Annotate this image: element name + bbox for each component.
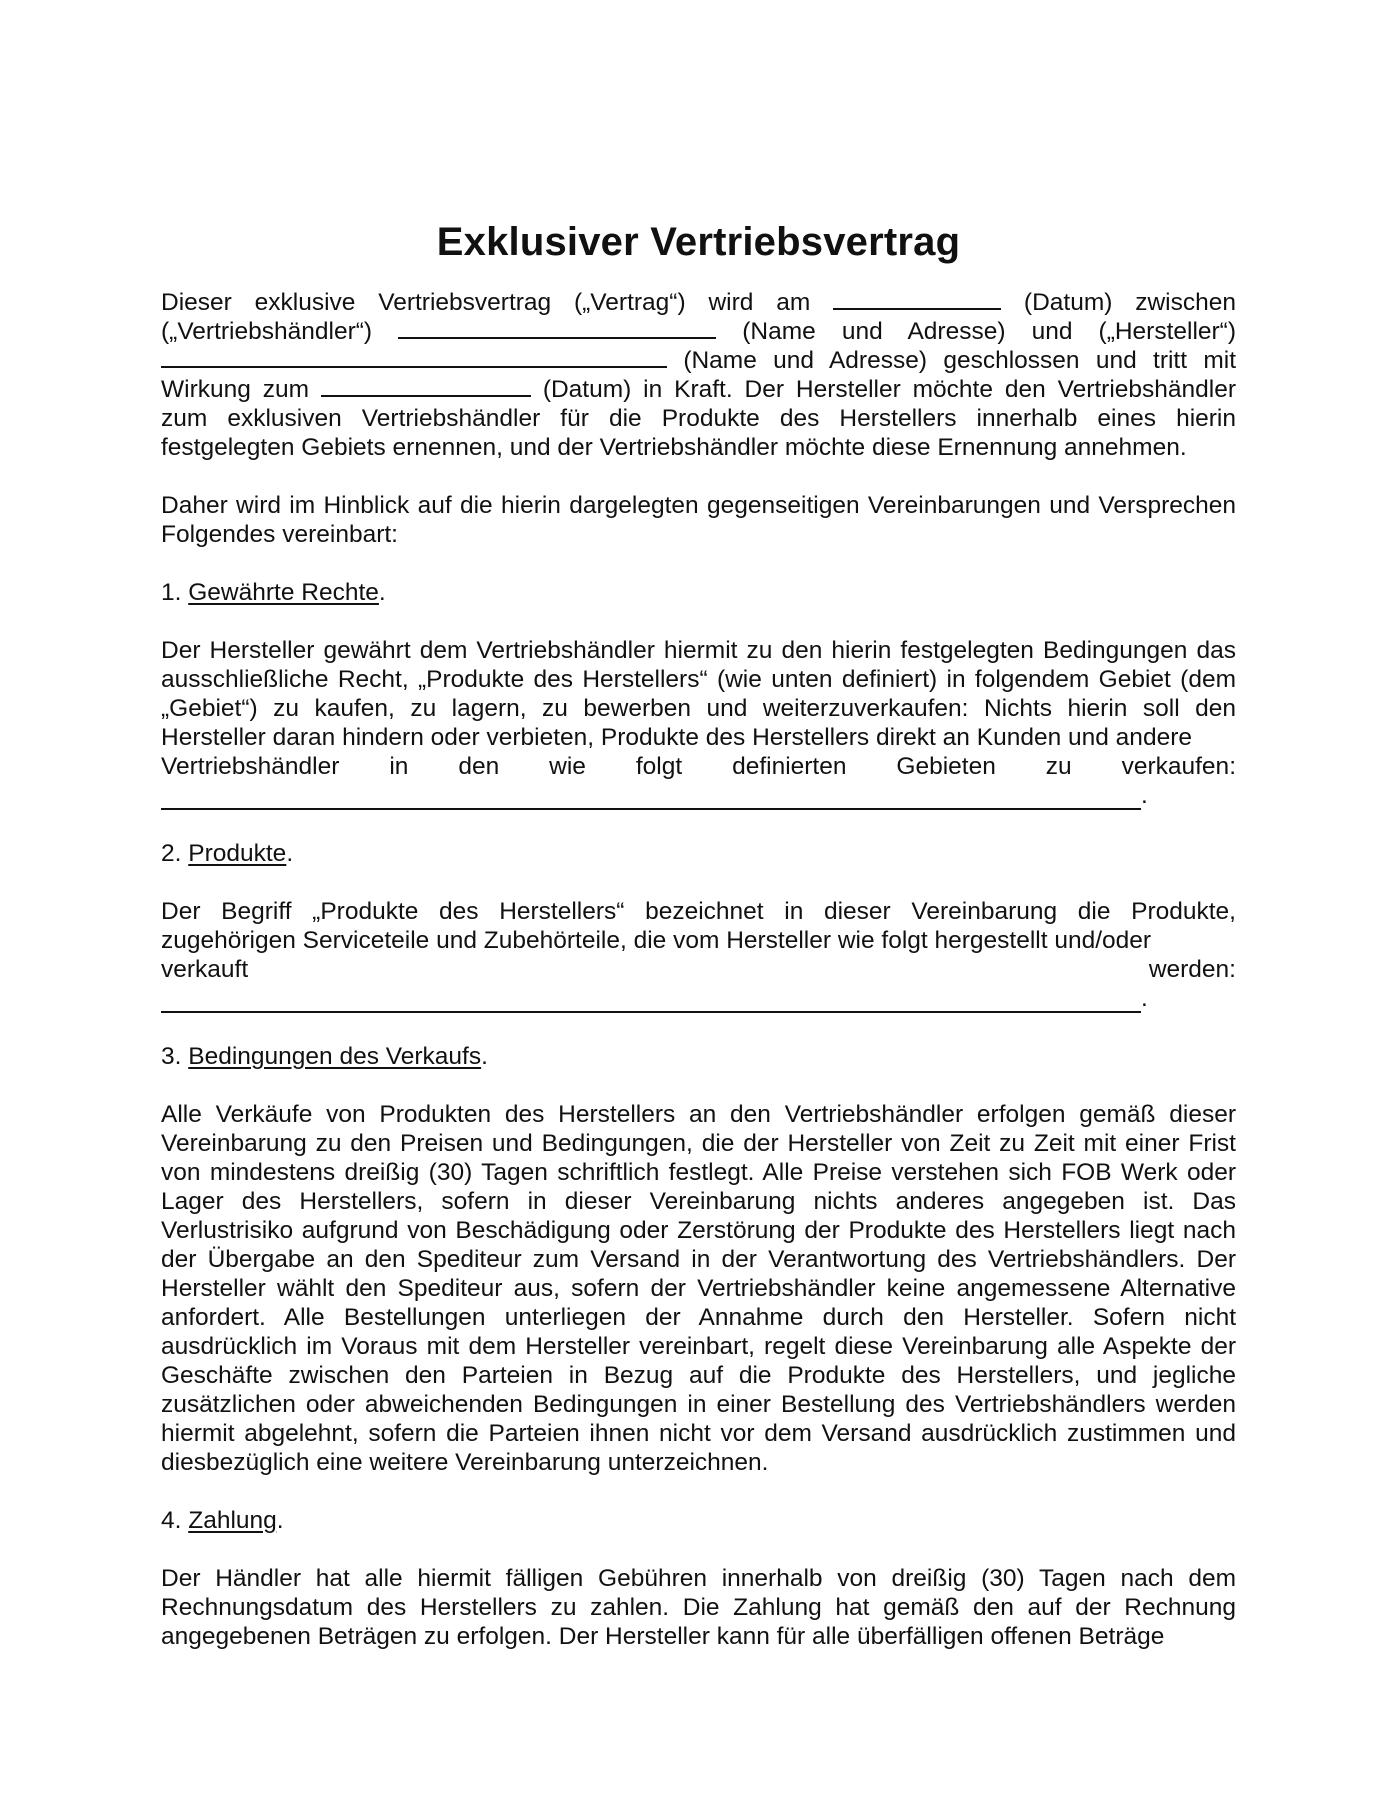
section-title: Gewährte Rechte	[188, 579, 379, 606]
section-title: Produkte	[188, 840, 287, 867]
word: in	[389, 753, 409, 780]
intro-text-4: (Name und Adresse) geschlossen und tritt mit Wirkung zum	[161, 347, 1236, 403]
word: Gebieten	[896, 753, 996, 780]
section-body-4: Der Händler hat alle hiermit fälligen Gebühren innerhalb von dreißig (30) Tagen nach dem Rechnungsdatum des Herstellers zu zahlen. Die Zahlung hat gemäß den auf der Rechnung angegebenen Beträgen zu erfolgen. Der Hersteller kann für alle überfälligen offenen Beträge	[161, 1565, 1236, 1650]
heading-period: .	[276, 1507, 284, 1534]
document-title: Exklusiver Vertriebsvertrag	[436, 220, 961, 264]
section-heading-2	[161, 839, 1236, 868]
date-blank-1[interactable]	[833, 288, 1001, 310]
section-number: 4.	[161, 1507, 182, 1534]
section-1-last-line	[161, 752, 1236, 781]
section-heading-1	[161, 578, 1236, 607]
section-number: 1.	[161, 579, 182, 606]
word: definierten	[732, 753, 847, 780]
section-2-last-line	[161, 955, 1236, 984]
distributor-blank[interactable]	[398, 317, 716, 339]
word: verkauft	[161, 956, 249, 983]
section-heading-3	[161, 1042, 1236, 1071]
territory-blank[interactable]	[161, 790, 1141, 810]
word: werden:	[1148, 956, 1236, 983]
intro-paragraph	[161, 288, 1236, 462]
heading-period: .	[286, 840, 294, 867]
section-body-3: Alle Verkäufe von Produkten des Herstellers an den Vertriebshändler erfolgen gemäß dieser Vereinbarung zu den Preisen und Bedingungen, die der Hersteller von Zeit zu Zeit mit einer Frist von mindestens dreißig (30) Tagen schriftlich festlegt. Alle Preise verstehen sich FOB Werk oder Lager des Herstellers, sofern in dieser Vereinbarung nichts anderes angegeben ist. Das Verlustrisiko aufgrund von Beschädigung oder Zerstörung der Produkte des Herstellers liegt nach der Übergabe an den Spediteur zum Versand in der Verantwortung des Vertriebshändlers. Der Hersteller wählt den Spediteur aus, sofern der Vertriebshändler keine angemessene Alternative anfordert. Alle Bestellungen unterliegen der Annahme durch den Hersteller. Sofern nicht ausdrücklich im Voraus mit dem Hersteller vereinbart, regelt diese Vereinbarung alle Aspekte der Geschäfte zwischen den Parteien in Bezug auf die Produkte des Herstellers, und jegliche zusätzlichen oder abweichenden Bedingungen in einer Bestellung des Vertriebshändlers werden hiermit abgelehnt, sofern die Parteien ihnen nicht vor dem Versand ausdrücklich zustimmen und diesbezüglich eine weitere Vereinbarung unterzeichnen.	[161, 1101, 1236, 1476]
section-title: Zahlung	[188, 1507, 277, 1534]
intro-text-1: Dieser exklusive Vertriebsvertrag („Vertrag“) wird am	[161, 289, 811, 316]
word: wie	[549, 753, 586, 780]
intro-text-5: (Datum) in Kraft. Der Hersteller möchte den Vertriebshändler zum exklusiven Vertriebshändler für die Produkte des Herstellers innerhalb eines hierin festgelegten Gebiets ernennen, und der Vertriebshändler möchte diese Ernennung annehmen.	[161, 376, 1237, 461]
territory-blank-line	[161, 781, 1236, 810]
date-blank-2[interactable]	[321, 375, 531, 397]
line-end-period: .	[1141, 782, 1148, 809]
section-body-2: Der Begriff „Produkte des Herstellers“ bezeichnet in dieser Vereinbarung die Produkte, zugehörigen Serviceteile und Zubehörteile, die vom Hersteller wie folgt hergestellt und/oder	[161, 898, 1236, 954]
preamble-paragraph: Daher wird im Hinblick auf die hierin dargelegten gegenseitigen Vereinbarungen und Versprechen Folgendes vereinbart:	[161, 492, 1236, 548]
products-blank-line	[161, 984, 1236, 1013]
heading-period: .	[378, 579, 386, 606]
word: zu	[1045, 753, 1072, 780]
manufacturer-blank[interactable]	[161, 346, 667, 368]
section-title: Bedingungen des Verkaufs	[188, 1043, 482, 1070]
word: Vertriebshändler	[161, 753, 340, 780]
word: folgt	[635, 753, 683, 780]
line-end-period: .	[1141, 985, 1148, 1012]
word: verkaufen:	[1121, 753, 1236, 780]
document-page	[161, 218, 1236, 1651]
section-number: 2.	[161, 840, 182, 867]
products-blank[interactable]	[161, 993, 1141, 1013]
intro-text-3: (Name und Adresse) und („Hersteller“)	[742, 318, 1236, 345]
heading-period: .	[481, 1043, 488, 1070]
section-heading-4	[161, 1506, 1236, 1535]
intro-text-2: (Datum) zwischen („Vertriebshändler“)	[161, 289, 1236, 345]
section-body-1: Der Hersteller gewährt dem Vertriebshändler hiermit zu den hierin festgelegten Bedingungen das ausschließliche Recht, „Produkte des Herstellers“ (wie unten definiert) in folgendem Gebiet (dem „Gebiet“) zu kaufen, zu lagern, zu bewerben und weiterzuverkaufen: Nichts hierin soll den Hersteller daran hindern oder verbieten, Produkte des Herstellers direkt an Kunden und andere	[161, 637, 1236, 751]
section-number: 3.	[161, 1043, 182, 1070]
word: den	[458, 753, 500, 780]
